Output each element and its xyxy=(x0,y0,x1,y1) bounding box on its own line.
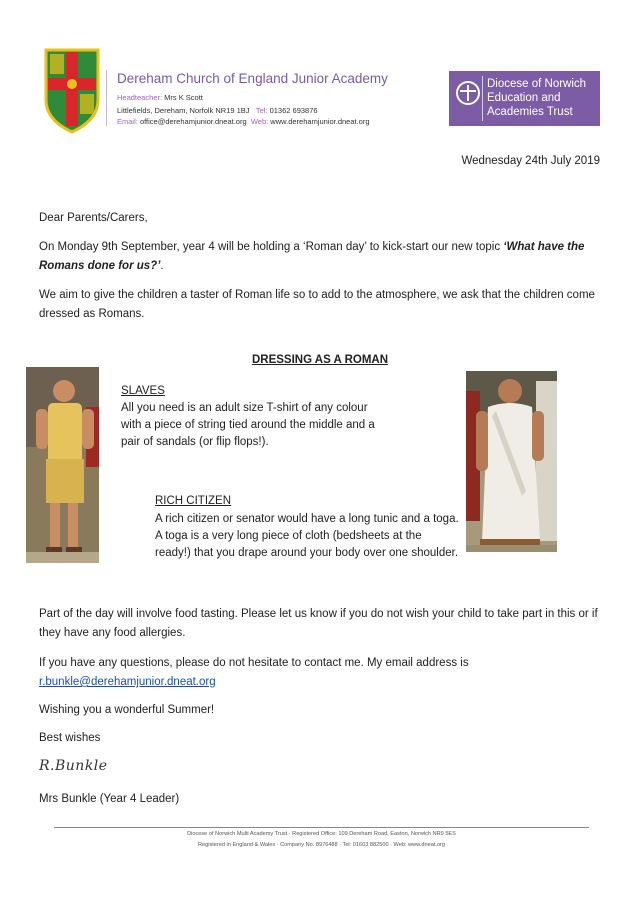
citizen-text: A rich citizen or senator would have a long tunic and a toga. A toga is a very long piece of cloth (bedsheets at the ready!) that you drape around your body over one shoulder. xyxy=(155,513,459,559)
summer-wishes: Wishing you a wonderful Summer! xyxy=(39,704,215,716)
diocese-line-1: Diocese of Norwich xyxy=(487,78,587,90)
school-address: Littlefields, Dereham, Norfolk NR19 1BJ xyxy=(117,106,250,115)
citizen-costume-photo xyxy=(466,371,557,552)
footer-divider xyxy=(54,827,589,828)
diocese-text xyxy=(487,77,586,119)
footer-line-2: Registered in England & Wales · Company No. 8976488 · Tel: 01603 882500 · Web: www.dneat.org xyxy=(197,842,446,848)
headteacher-label: Headteacher: xyxy=(117,93,163,102)
school-crest xyxy=(44,48,100,134)
headteacher-line xyxy=(117,93,203,102)
slaves-title: SLAVES xyxy=(121,385,165,397)
intro-paragraph xyxy=(39,238,604,276)
contact-email-link[interactable]: r.bunkle@derehamjunior.dneat.org xyxy=(39,676,216,688)
questions-text: If you have any questions, please do not hesitate to contact me. My email address is xyxy=(39,657,469,669)
diocese-logo xyxy=(449,71,600,126)
diocese-line-2: Education and xyxy=(487,92,561,104)
school-name: Dereham Church of England Junior Academy xyxy=(117,71,388,86)
food-paragraph: Part of the day will involve food tasting. Please let us know if you do not wish your child to take part in this or if they have any food allergies. xyxy=(39,608,598,639)
headteacher-name: Mrs K Scott xyxy=(164,93,203,102)
logo-divider xyxy=(482,76,483,121)
letter-date: Wednesday 24th July 2019 xyxy=(461,155,600,167)
school-tel: 01362 693876 xyxy=(269,106,318,115)
signature: R.Bunkle xyxy=(39,758,108,774)
section-heading: DRESSING AS A ROMAN xyxy=(251,354,389,366)
web-label: Web: xyxy=(250,117,269,126)
tel-label: Tel: xyxy=(255,106,268,115)
greeting: Dear Parents/Carers, xyxy=(39,212,148,224)
questions-paragraph xyxy=(39,654,604,692)
slaves-text: All you need is an adult size T-shirt of any colour with a piece of string tied around the middle and a pair of sandals (or flip flops!). xyxy=(121,402,375,448)
diocese-line-3: Academies Trust xyxy=(487,106,573,118)
footer-line-1: Diocese of Norwich Multi Academy Trust · Registered Office: 109 Dereham Road, Easton, Norwich NR9 5ES xyxy=(187,831,456,837)
email-label: Email: xyxy=(117,117,138,126)
contact-line xyxy=(117,117,370,126)
school-web[interactable]: www.derehamjunior.dneat.org xyxy=(270,117,370,126)
closing: Best wishes xyxy=(39,732,101,744)
aim-paragraph: We aim to give the children a taster of Roman life so to add to the atmosphere, we ask that the children come dressed as Romans. xyxy=(39,289,595,320)
signoff: Mrs Bunkle (Year 4 Leader) xyxy=(39,793,180,805)
topic-title: ‘What have the Romans done for us?’ xyxy=(39,241,585,272)
intro-end: . xyxy=(160,260,164,272)
slave-costume-photo xyxy=(26,367,99,563)
citizen-title: RICH CITIZEN xyxy=(155,495,232,507)
cross-icon xyxy=(456,81,480,105)
intro-text: On Monday 9th September, year 4 will be holding a ‘Roman day’ to kick-start our new topic xyxy=(39,241,504,253)
header-divider xyxy=(106,70,107,126)
address-line xyxy=(117,106,318,115)
school-email[interactable]: office@derehamjunior.dneat.org xyxy=(139,117,247,126)
